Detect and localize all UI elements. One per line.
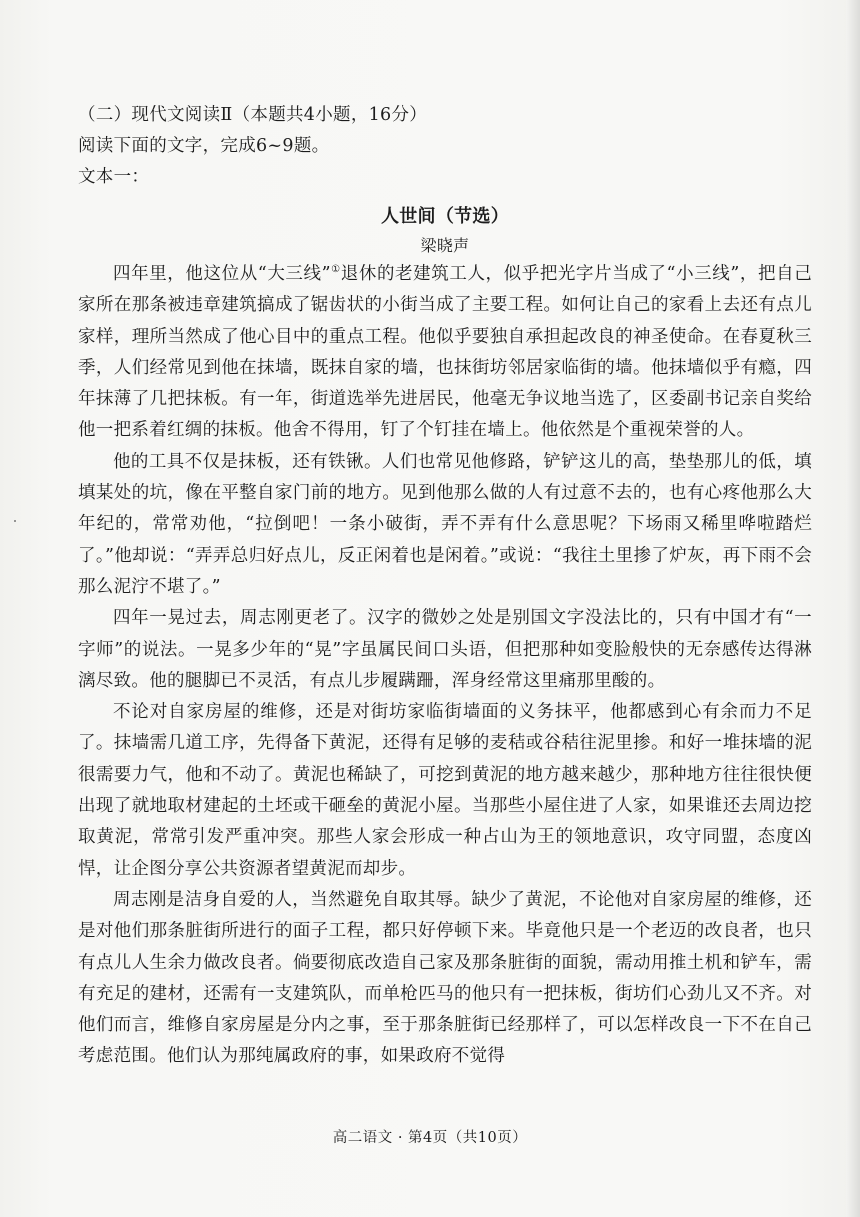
paragraph-4: 不论对自家房屋的维修，还是对街坊家临街墙面的义务抹平，他都感到心有余而力不足了。抹墙需几道工序，先得备下黄泥，还得有足够的麦秸或谷秸往泥里掺。和好一堆抹墙的泥很需要力气，他和不动了。黄泥也稀缺了，可挖到黄泥的地方越来越少，那种地方往往很快便出现了就地取材建起的土坯或干砸垒的黄泥小屋。当那些小屋住进了人家，如果谁还去周边挖取黄泥，常常引发严重冲突。那些人家会形成一种占山为王的领地意识，攻守同盟，态度凶悍，让企图分享公共资源者望黄泥而却步。 — [78, 702, 812, 879]
paragraph-5: 周志刚是洁身自爱的人，当然避免自取其辱。缺少了黄泥，不论他对自家房屋的维修，还是对他们那条脏街所进行的面子工程，都只好停顿下来。毕竟他只是一个老迈的改良者，也只有点儿人生余力做改良者。倘要彻底改造自己家及那条脏街的面貌，需动用推土机和铲车，需有充足的建材，还需有一支建筑队，而单枪匹马的他只有一把抹板，街坊们心劲儿又不齐。对他们而言，维修自家房屋是分内之事，至于那条脏街已经那样了，可以怎样改良一下不在自己考虑范围。他们认为那纯属政府的事，如果政府不觉得 — [78, 889, 812, 1067]
article-author: 梁晓声 — [420, 236, 470, 255]
paragraph-1-rest: 退休的老建筑工人，似乎把光字片当成了“小三线”，把自己家所在那条被违章建筑搞成了锯齿状的小街当成了主要工程。如何让自己的家看上去还有点儿家样，理所当然成了他心目中的重点工程。他似乎要独自承担起改良的神圣使命。在春夏秋三季，人们经常见到他在抹墙，既抹自家的墙，也抹街坊邻居家临街的墙。他抹墙似乎有瘾，四年抹薄了几把抹板。有一年，街道选举先进居民，他毫无争议地当选了，区委副书记亲自奖给他一把系着红绸的抹板。他舍不得用，钉了个钉挂在墙上。他依然是个重视荣誉的人。 — [78, 264, 813, 441]
page-edge-shadow — [846, 0, 860, 1217]
paragraph-2: 他的工具不仅是抹板，还有铁锹。人们也常见他修路，铲铲这儿的高，垫垫那儿的低，填填某处的坑，像在平整自家门前的地方。见到他那么做的人有过意不去的，也有心疼他那么大年纪的，常常劝他，“拉倒吧！一条小破街，弄不弄有什么意思呢？下场雨又稀里哗啦踏烂了。”他却说：“弄弄总归好点儿，反正闲着也是闲着。”或说：“我往土里掺了炉灰，再下雨不会那么泥泞不堪了。” — [78, 451, 812, 597]
paragraph-1 — [78, 259, 812, 447]
article-title: 人世间（节选） — [380, 206, 510, 227]
scan-speck — [14, 520, 16, 522]
paragraph-1-start: 四年里，他这位从“大三线” — [113, 264, 331, 284]
page-footer: 高二语文 · 第4页（共10页） — [332, 1130, 528, 1146]
paragraph-3: 四年一晃过去，周志刚更老了。汉字的微妙之处是别国文字没法比的，只有中国才有“一字师”的说法。一晃多少年的“晃”字虽属民间口头语，但把那种如变脸般快的无奈感传达得淋漓尽致。他的腿脚已不灵活，有点儿步履蹒跚，浑身经常这里痛那里酸的。 — [78, 608, 812, 691]
text-label: 文本一： — [78, 167, 150, 187]
page-content — [78, 100, 812, 1073]
footnote-marker: ① — [330, 264, 341, 276]
section-heading: （二）现代文阅读Ⅱ（本题共4小题，16分） — [78, 105, 428, 125]
section-instruction: 阅读下面的文字，完成6~9题。 — [78, 136, 330, 156]
